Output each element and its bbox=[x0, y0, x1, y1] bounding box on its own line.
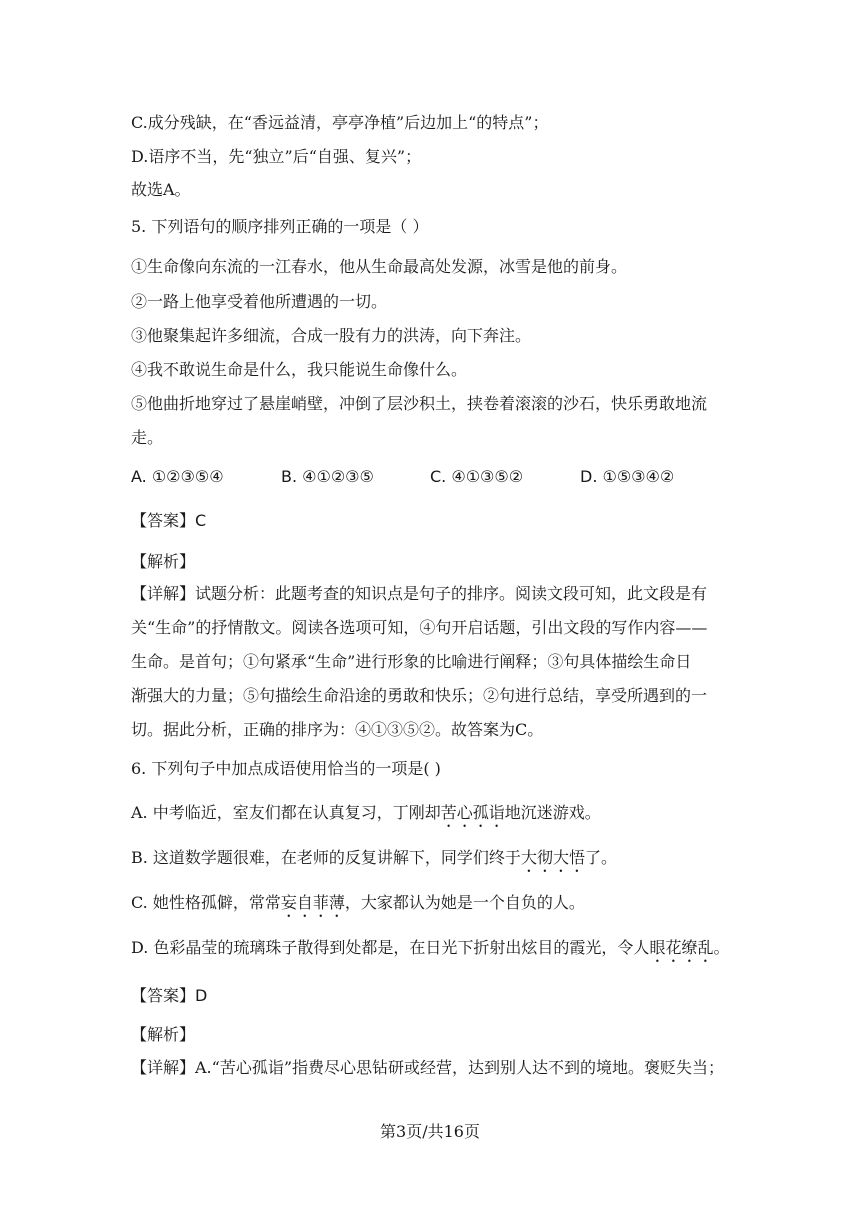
q6-option-c bbox=[131, 893, 731, 921]
q5-answer bbox=[131, 511, 731, 531]
q6-option-a-text: A. 中考临近，室友们都在认真复习，丁刚却 bbox=[131, 803, 441, 822]
q5-detail-5: 切。据此分析，正确的排序为：④①③⑤②。故答案为C。 bbox=[131, 720, 544, 739]
q5-detail-4: 渐强大的力量；⑤句描绘生命沿途的勇敢和快乐；②句进行总结，享受所遇到的一 bbox=[131, 686, 708, 705]
sentence-5-part1: ⑤他曲折地穿过了悬崖峭壁，冲倒了层沙积土，挟卷着滚滚的沙石，快乐勇敢地流 bbox=[131, 394, 708, 413]
q6-option-b-tail: 了。 bbox=[584, 848, 617, 867]
q6-option-a bbox=[131, 803, 731, 831]
q6-option-c-text: C. 她性格孤僻，常常 bbox=[131, 893, 281, 912]
q6-option-a-tail: 地沉迷游戏。 bbox=[504, 803, 601, 822]
page-footer: 第3页/共16页 bbox=[380, 1122, 480, 1141]
q5-detail-3: 生命。是首句；①句紧承“生命”进行形象的比喻进行阐释；③句具体描绘生命日 bbox=[131, 652, 692, 671]
sentence-3: ③他聚集起许多细流，合成一股有力的洪涛，向下奔注。 bbox=[131, 326, 532, 345]
q6-option-b-text: B. 这道数学题很难，在老师的反复讲解下，同学们终于 bbox=[131, 848, 521, 867]
q6-option-b bbox=[131, 848, 731, 876]
q5-analysis-tag: 【解析】 bbox=[131, 552, 196, 571]
answer-value: D bbox=[195, 986, 208, 1005]
question-5-stem: 5. 下列语句的顺序排列正确的一项是（ ） bbox=[131, 217, 429, 236]
sentence-1: ①生命像向东流的一江春水，他从生命最高处发源，冰雪是他的前身。 bbox=[131, 257, 628, 276]
q6-option-c-tail: ，大家都认为她是一个自负的人。 bbox=[344, 893, 585, 912]
q6-answer bbox=[131, 986, 731, 1006]
sentence-2: ②一路上他享受着他所遭遇的一切。 bbox=[131, 292, 388, 311]
analysis-line-c: C.成分残缺，在“香远益清，亭亭净植”后边加上“的特点”； bbox=[131, 113, 549, 132]
q6-option-d-text: D. 色彩晶莹的琉璃珠子散得到处都是，在日光下折射出炫目的霞光，令人 bbox=[131, 938, 650, 957]
q5-option-a: A. ①②③⑤④ bbox=[131, 467, 224, 486]
q6-option-d bbox=[131, 938, 731, 966]
q5-option-d: D. ①⑤③④② bbox=[580, 467, 675, 486]
q5-detail-2: 关“生命”的抒情散文。阅读各选项可知，④句开启话题，引出文段的写作内容—— bbox=[131, 618, 708, 637]
sentence-5-part2: 走。 bbox=[131, 428, 164, 447]
dotted-idiom-c: 妄自菲薄 bbox=[280, 893, 345, 912]
answer-value: C bbox=[195, 511, 207, 530]
q6-detail-1: 【详解】A.“苦心孤诣”指费尽心思钻研或经营，达到别人达不到的境地。褒贬失当； bbox=[131, 1058, 725, 1077]
q6-option-d-tail: 。 bbox=[713, 938, 730, 957]
dotted-idiom-a: 苦心孤诣 bbox=[440, 803, 505, 822]
answer-tag: 【答案】 bbox=[131, 511, 196, 530]
dotted-idiom-d: 眼花缭乱 bbox=[649, 938, 714, 957]
answer-tag: 【答案】 bbox=[131, 986, 196, 1005]
analysis-conclusion: 故选A。 bbox=[131, 180, 191, 199]
question-6-stem: 6. 下列句子中加点成语使用恰当的一项是( ) bbox=[131, 759, 441, 778]
q6-analysis-tag: 【解析】 bbox=[131, 1025, 196, 1044]
analysis-line-d: D.语序不当，先“独立”后“自强、复兴”； bbox=[131, 147, 422, 166]
dotted-idiom-b: 大彻大悟 bbox=[520, 848, 585, 867]
sentence-4: ④我不敢说生命是什么，我只能说生命像什么。 bbox=[131, 360, 468, 379]
q5-option-c: C. ④①③⑤② bbox=[430, 467, 524, 486]
q5-option-b: B. ④①②③⑤ bbox=[281, 467, 374, 486]
q5-detail-1: 【详解】试题分析：此题考查的知识点是句子的排序。阅读文段可知，此文段是有 bbox=[131, 584, 708, 603]
